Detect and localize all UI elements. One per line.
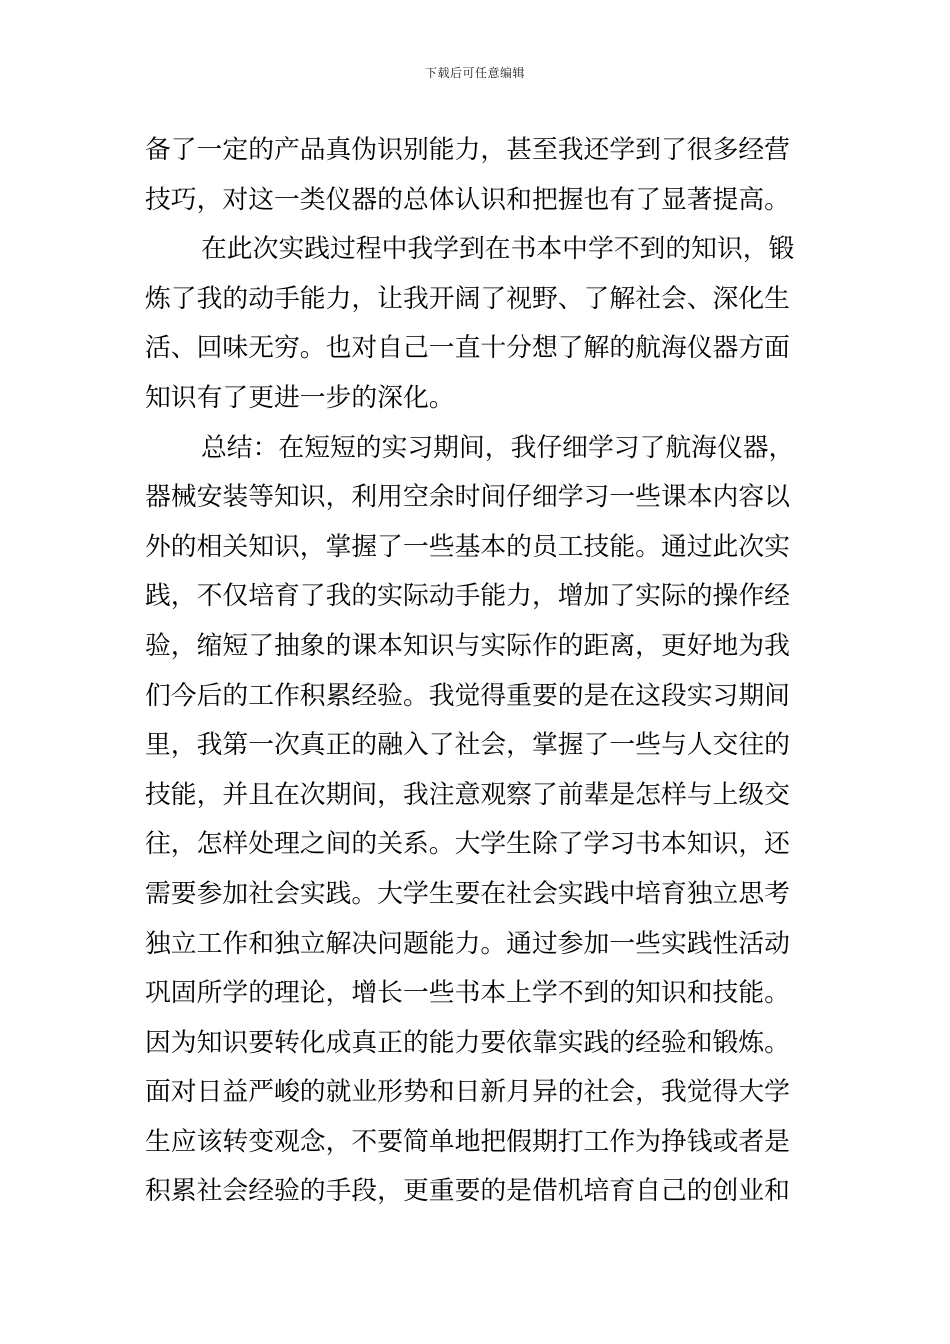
page-header: 下载后可任意编辑 (424, 66, 525, 80)
text-line: 备了一定的产品真伪识别能力，甚至我还学到了很多经营 (145, 135, 790, 165)
text-line: 外的相关知识，掌握了一些基本的员工技能。通过此次实 (145, 531, 790, 562)
text-line: 在此次实践过程中我学到在书本中学不到的知识，锻 (201, 234, 795, 265)
text-line: 知识有了更进一步的深化。 (145, 382, 455, 413)
paragraph (145, 225, 805, 423)
text-line: 技能，并且在次期间，我注意观察了前辈是怎样与上级交 (145, 779, 790, 810)
text-line: 里，我第一次真正的融入了社会，掌握了一些与人交往的 (145, 730, 790, 761)
text-line: 往，怎样处理之间的关系。大学生除了学习书本知识，还 (145, 829, 790, 860)
text-line: 积累社会经验的手段，更重要的是借机培育自己的创业和 (145, 1176, 790, 1207)
document-body (145, 126, 805, 1217)
text-line: 验，缩短了抽象的课本知识与实际作的距离，更好地为我 (145, 630, 790, 661)
text-line: 巩固所学的理论，增长一些书本上学不到的知识和技能。 (145, 978, 790, 1009)
paragraph (145, 126, 805, 225)
text-line: 活、回味无穷。也对自己一直十分想了解的航海仪器方面 (145, 333, 790, 364)
text-line: 器械安装等知识，利用空余时间仔细学习一些课本内容以 (145, 482, 790, 513)
text-line: 需要参加社会实践。大学生要在社会实践中培育独立思考 (145, 878, 790, 909)
text-line: 面对日益严峻的就业形势和日新月异的社会，我觉得大学 (145, 1077, 790, 1108)
text-line: 践，不仅培育了我的实际动手能力，增加了实际的操作经 (145, 581, 790, 612)
text-line: 总结：在短短的实习期间，我仔细学习了航海仪器， (201, 432, 795, 463)
text-line: 们今后的工作积累经验。我觉得重要的是在这段实习期间 (145, 680, 790, 711)
text-line: 炼了我的动手能力，让我开阔了视野、了解社会、深化生 (145, 283, 790, 314)
text-line: 因为知识要转化成真正的能力要依靠实践的经验和锻炼。 (145, 1027, 790, 1058)
text-line: 生应该转变观念，不要简单地把假期打工作为挣钱或者是 (145, 1126, 790, 1157)
text-line: 技巧，对这一类仪器的总体认识和把握也有了显著提高。 (145, 184, 790, 215)
text-line: 独立工作和独立解决问题能力。通过参加一些实践性活动 (145, 928, 790, 959)
paragraph (145, 424, 805, 1218)
